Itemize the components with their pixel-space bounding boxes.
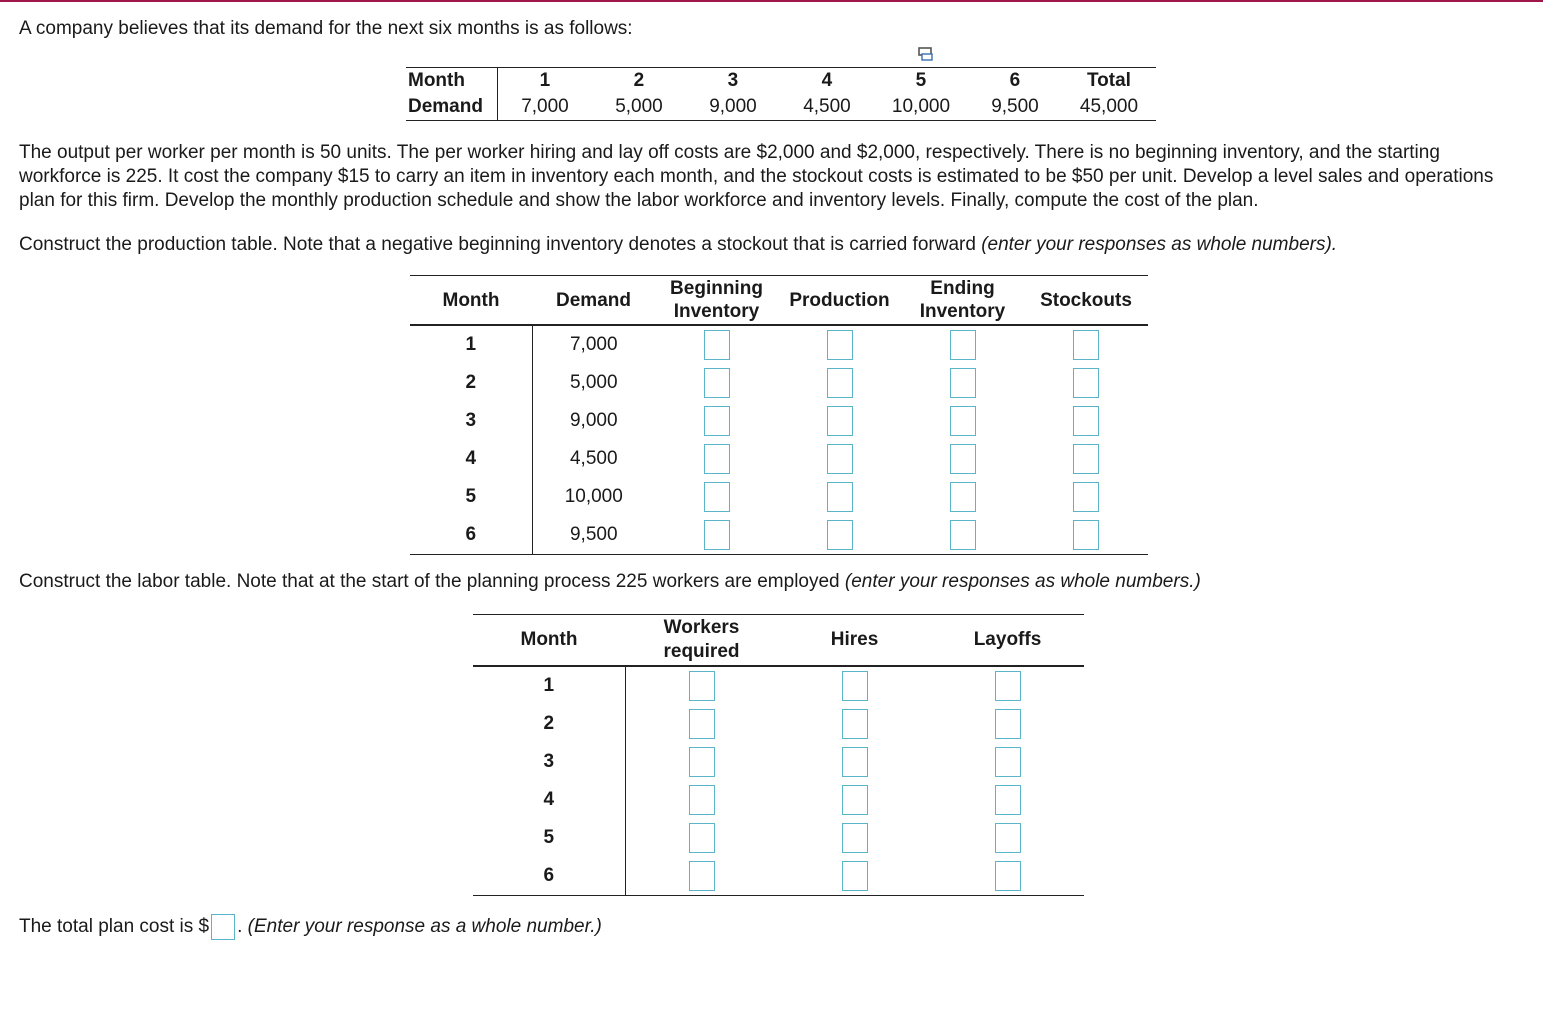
demand-cell: 4,500 <box>569 448 618 469</box>
problem-line-2: workforce is 225. It cost the company $15 to carry an item in inventory each month, and the stockout costs is estimated to be $50 per unit. Develop a level sales and operations <box>19 166 1494 187</box>
hires-input[interactable] <box>842 671 868 701</box>
production-row <box>410 516 1148 555</box>
month-cell: 5 <box>410 478 532 516</box>
hires-column-header: Hires <box>778 615 931 667</box>
top-accent-line <box>0 0 1543 2</box>
hires-input[interactable] <box>842 785 868 815</box>
beginning-inventory-input[interactable] <box>704 330 730 360</box>
labor-header-row <box>473 615 1084 667</box>
month-row-label: Month <box>406 68 497 95</box>
beginning-inventory-input[interactable] <box>704 482 730 512</box>
copy-table-icon[interactable] <box>918 46 934 62</box>
ending-inventory-header: Ending Inventory <box>901 276 1024 326</box>
hires-input[interactable] <box>842 709 868 739</box>
production-row <box>410 402 1148 440</box>
workers-required-header: Workers required <box>625 615 778 667</box>
month-cell: 3 <box>410 402 532 440</box>
demand-value: 4,500 <box>780 94 874 121</box>
month-cell: 1 <box>473 666 625 705</box>
demand-cell: 5,000 <box>569 372 618 393</box>
layoffs-input[interactable] <box>995 671 1021 701</box>
production-prompt-text: Construct the production table. Note that a negative beginning inventory denotes a stockout that is carried forward <box>19 234 982 255</box>
workers-required-input[interactable] <box>689 671 715 701</box>
beginning-inventory-input[interactable] <box>704 406 730 436</box>
ending-inventory-input[interactable] <box>950 330 976 360</box>
month-cell: 3 <box>473 743 625 781</box>
hires-input[interactable] <box>842 747 868 777</box>
beginning-inventory-header: Beginning Inventory <box>655 276 778 326</box>
month-header: 6 <box>968 68 1062 95</box>
month-column-header: Month <box>473 615 625 667</box>
labor-row <box>473 819 1084 857</box>
total-cost-suffix: . <box>237 916 248 938</box>
demand-cell: 9,000 <box>569 410 618 431</box>
month-cell: 6 <box>473 857 625 896</box>
stockouts-input[interactable] <box>1073 330 1099 360</box>
labor-prompt-text: Construct the labor table. Note that at the start of the planning process 225 workers are employed <box>19 571 845 592</box>
layoffs-input[interactable] <box>995 861 1021 891</box>
production-prompt-note: (enter your responses as whole numbers). <box>981 234 1338 255</box>
total-cost-line <box>19 914 602 940</box>
layoffs-input[interactable] <box>995 785 1021 815</box>
stockouts-input[interactable] <box>1073 482 1099 512</box>
workers-required-input[interactable] <box>689 861 715 891</box>
ending-inventory-input[interactable] <box>950 406 976 436</box>
layoffs-column-header: Layoffs <box>931 615 1084 667</box>
demand-cell: 7,000 <box>569 334 618 355</box>
production-prompt <box>19 233 1337 257</box>
intro-text: A company believes that its demand for the next six months is as follows: <box>19 18 633 39</box>
layoffs-input[interactable] <box>995 823 1021 853</box>
production-input[interactable] <box>827 330 853 360</box>
production-header-row <box>410 276 1148 326</box>
month-cell: 1 <box>410 325 532 364</box>
production-row <box>410 440 1148 478</box>
month-cell: 4 <box>410 440 532 478</box>
beginning-inventory-input[interactable] <box>704 368 730 398</box>
demand-cell: 9,500 <box>532 516 655 555</box>
stockouts-column-header: Stockouts <box>1024 276 1148 326</box>
workers-required-input[interactable] <box>689 747 715 777</box>
production-input[interactable] <box>827 406 853 436</box>
month-header: 3 <box>686 68 780 95</box>
month-header: 5 <box>874 68 968 95</box>
demand-cell: 10,000 <box>564 486 623 507</box>
total-cost-note: (Enter your response as a whole number.) <box>247 916 602 938</box>
month-cell: 2 <box>473 705 625 743</box>
demand-value: 5,000 <box>592 94 686 121</box>
workers-required-input[interactable] <box>689 785 715 815</box>
stockouts-input[interactable] <box>1073 520 1099 550</box>
demand-row-label: Demand <box>406 94 497 121</box>
workers-required-input[interactable] <box>689 709 715 739</box>
demand-total: 45,000 <box>1062 94 1156 121</box>
ending-inventory-input[interactable] <box>950 482 976 512</box>
stockouts-input[interactable] <box>1073 444 1099 474</box>
stockouts-input[interactable] <box>1073 368 1099 398</box>
month-header: 1 <box>497 68 592 95</box>
demand-table-demand-row <box>406 94 1156 121</box>
stockouts-input[interactable] <box>1073 406 1099 436</box>
problem-line-1: The output per worker per month is 50 units. The per worker hiring and lay off costs are $2,000 and $2,000, respectively. There is no beginning inventory, and the starting <box>19 142 1440 163</box>
labor-row <box>473 705 1084 743</box>
ending-inventory-input[interactable] <box>950 520 976 550</box>
demand-value: 7,000 <box>497 94 592 121</box>
total-cost-prefix: The total plan cost is $ <box>19 916 210 938</box>
demand-table <box>406 67 1156 121</box>
ending-inventory-input[interactable] <box>950 444 976 474</box>
month-cell: 4 <box>473 781 625 819</box>
month-column-header: Month <box>410 276 532 326</box>
production-row <box>410 478 1148 516</box>
layoffs-input[interactable] <box>995 747 1021 777</box>
beginning-inventory-input[interactable] <box>704 520 730 550</box>
total-cost-input[interactable] <box>211 914 235 940</box>
labor-table <box>473 614 1084 896</box>
production-input[interactable] <box>827 444 853 474</box>
workers-required-input[interactable] <box>689 823 715 853</box>
month-cell: 2 <box>410 364 532 402</box>
production-row <box>410 325 1148 364</box>
labor-row <box>473 743 1084 781</box>
demand-value: 9,500 <box>968 94 1062 121</box>
beginning-inventory-input[interactable] <box>704 444 730 474</box>
labor-row <box>473 857 1084 896</box>
layoffs-input[interactable] <box>995 709 1021 739</box>
hires-input[interactable] <box>842 861 868 891</box>
demand-table-month-row <box>406 68 1156 95</box>
production-input[interactable] <box>827 520 853 550</box>
demand-value: 10,000 <box>874 94 968 121</box>
hires-input[interactable] <box>842 823 868 853</box>
production-input[interactable] <box>827 482 853 512</box>
ending-inventory-input[interactable] <box>950 368 976 398</box>
labor-row <box>473 781 1084 819</box>
problem-line-3: plan for this firm. Develop the monthly production schedule and show the labor workforce and inventory levels. Finally, compute the cost of the plan. <box>19 190 1259 211</box>
demand-column-header: Demand <box>532 276 655 326</box>
production-column-header: Production <box>778 276 901 326</box>
labor-row <box>473 666 1084 705</box>
total-header: Total <box>1062 68 1156 95</box>
production-input[interactable] <box>827 368 853 398</box>
month-header: 4 <box>780 68 874 95</box>
production-row <box>410 364 1148 402</box>
month-header: 2 <box>592 68 686 95</box>
labor-prompt <box>19 570 1201 594</box>
demand-value: 9,000 <box>686 94 780 121</box>
labor-prompt-note: (enter your responses as whole numbers.) <box>844 571 1201 592</box>
month-cell: 5 <box>473 819 625 857</box>
month-cell: 6 <box>410 516 532 555</box>
production-table <box>410 275 1148 555</box>
